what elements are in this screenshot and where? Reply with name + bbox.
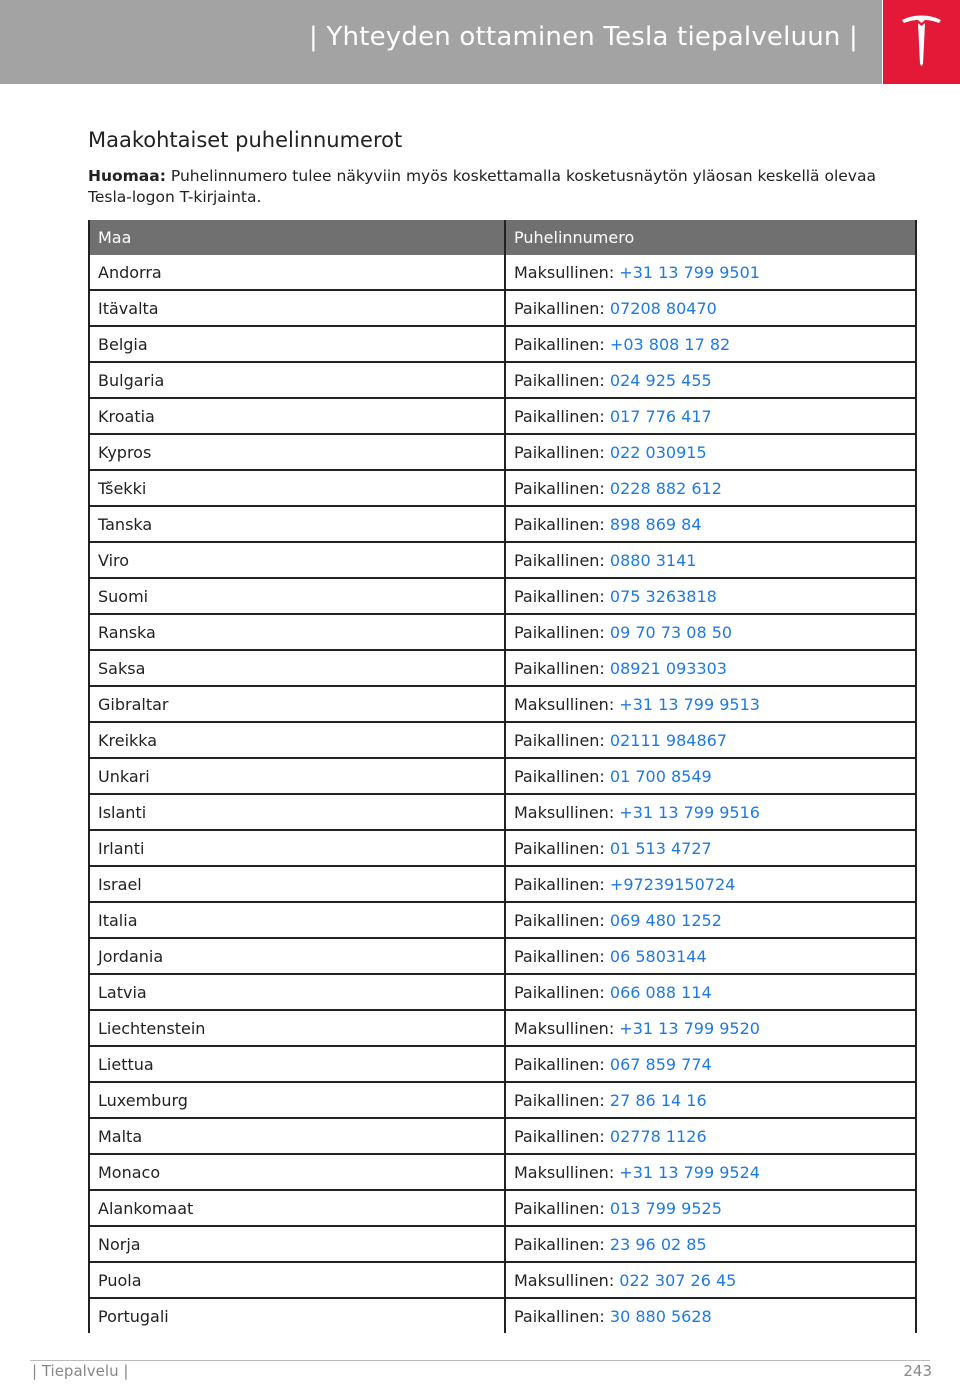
table-row bbox=[89, 255, 916, 290]
phone-cell bbox=[505, 1190, 916, 1226]
phone-number-link[interactable]: 01 513 4727 bbox=[609, 838, 712, 858]
phone-cell bbox=[505, 1010, 916, 1046]
phone-cell bbox=[505, 362, 916, 398]
table-row bbox=[89, 326, 916, 362]
phone-type-label: Maksullinen: bbox=[514, 1162, 615, 1182]
phone-number-link[interactable]: +31 13 799 9513 bbox=[619, 694, 760, 714]
phone-type-label: Paikallinen: bbox=[514, 946, 605, 966]
phone-number-link[interactable]: 067 859 774 bbox=[609, 1054, 712, 1074]
phone-type-label: Paikallinen: bbox=[514, 370, 605, 390]
country-cell: Belgia bbox=[89, 326, 505, 362]
footer-divider bbox=[30, 1360, 930, 1361]
country-cell: Suomi bbox=[89, 578, 505, 614]
phone-cell bbox=[505, 1082, 916, 1118]
table-row bbox=[89, 1226, 916, 1262]
phone-number-link[interactable]: 898 869 84 bbox=[609, 514, 702, 534]
phone-number-link[interactable]: 017 776 417 bbox=[609, 406, 712, 426]
phone-number-link[interactable]: +31 13 799 9516 bbox=[619, 802, 760, 822]
table-row bbox=[89, 434, 916, 470]
country-cell: Kypros bbox=[89, 434, 505, 470]
phone-cell bbox=[505, 686, 916, 722]
phone-cell bbox=[505, 1154, 916, 1190]
column-header-phone: Puhelinnumero bbox=[505, 220, 916, 255]
phone-type-label: Paikallinen: bbox=[514, 1126, 605, 1146]
phone-number-link[interactable]: 08921 093303 bbox=[609, 658, 727, 678]
phone-cell bbox=[505, 722, 916, 758]
phone-type-label: Paikallinen: bbox=[514, 766, 605, 786]
phone-type-label: Paikallinen: bbox=[514, 586, 605, 606]
country-cell: Latvia bbox=[89, 974, 505, 1010]
phone-cell bbox=[505, 542, 916, 578]
phone-number-link[interactable]: 09 70 73 08 50 bbox=[609, 622, 733, 642]
phone-number-link[interactable]: +31 13 799 9520 bbox=[619, 1018, 760, 1038]
phone-cell bbox=[505, 650, 916, 686]
country-cell: Andorra bbox=[89, 255, 505, 290]
phone-cell bbox=[505, 794, 916, 830]
country-cell: Tanska bbox=[89, 506, 505, 542]
country-cell: Tšekki bbox=[89, 470, 505, 506]
note-label: Huomaa: bbox=[88, 167, 166, 185]
note-paragraph bbox=[88, 166, 888, 208]
phone-type-label: Maksullinen: bbox=[514, 1270, 615, 1290]
phone-type-label: Paikallinen: bbox=[514, 622, 605, 642]
table-row bbox=[89, 1298, 916, 1333]
table-row bbox=[89, 758, 916, 794]
country-cell: Alankomaat bbox=[89, 1190, 505, 1226]
phone-type-label: Paikallinen: bbox=[514, 730, 605, 750]
phone-type-label: Paikallinen: bbox=[514, 874, 605, 894]
phone-cell bbox=[505, 470, 916, 506]
country-cell: Bulgaria bbox=[89, 362, 505, 398]
phone-number-link[interactable]: 23 96 02 85 bbox=[609, 1234, 707, 1254]
table-row bbox=[89, 1010, 916, 1046]
note-text: Puhelinnumero tulee näkyviin myös koskettamalla kosketusnäytön yläosan keskellä olevaa Tesla-logon T-kirjainta. bbox=[88, 167, 876, 206]
phone-cell bbox=[505, 1298, 916, 1333]
phone-number-link[interactable]: +31 13 799 9524 bbox=[619, 1162, 760, 1182]
table-row bbox=[89, 1046, 916, 1082]
footer-section: | Tiepalvelu | bbox=[32, 1362, 129, 1380]
country-cell: Saksa bbox=[89, 650, 505, 686]
phone-cell bbox=[505, 506, 916, 542]
country-cell: Ranska bbox=[89, 614, 505, 650]
country-cell: Puola bbox=[89, 1262, 505, 1298]
phone-number-link[interactable]: 075 3263818 bbox=[609, 586, 717, 606]
table-row bbox=[89, 686, 916, 722]
country-cell: Norja bbox=[89, 1226, 505, 1262]
phone-number-link[interactable]: 30 880 5628 bbox=[609, 1306, 712, 1326]
table-row bbox=[89, 938, 916, 974]
table-row bbox=[89, 506, 916, 542]
phone-cell bbox=[505, 1118, 916, 1154]
phone-type-label: Paikallinen: bbox=[514, 514, 605, 534]
table-row bbox=[89, 650, 916, 686]
phone-type-label: Paikallinen: bbox=[514, 1306, 605, 1326]
phone-number-link[interactable]: 0228 882 612 bbox=[609, 478, 722, 498]
phone-cell bbox=[505, 434, 916, 470]
table-row bbox=[89, 398, 916, 434]
phone-cell bbox=[505, 578, 916, 614]
phone-number-table bbox=[88, 220, 917, 1333]
phone-type-label: Paikallinen: bbox=[514, 334, 605, 354]
column-header-country: Maa bbox=[89, 220, 505, 255]
phone-type-label: Paikallinen: bbox=[514, 406, 605, 426]
phone-number-link[interactable]: 0880 3141 bbox=[609, 550, 697, 570]
table-row bbox=[89, 830, 916, 866]
phone-number-link[interactable]: 066 088 114 bbox=[609, 982, 712, 1002]
table-row bbox=[89, 470, 916, 506]
country-cell: Luxemburg bbox=[89, 1082, 505, 1118]
phone-type-label: Paikallinen: bbox=[514, 550, 605, 570]
phone-cell bbox=[505, 758, 916, 794]
phone-type-label: Paikallinen: bbox=[514, 442, 605, 462]
phone-cell bbox=[505, 938, 916, 974]
table-row bbox=[89, 1118, 916, 1154]
country-cell: Malta bbox=[89, 1118, 505, 1154]
section-title: Maakohtaiset puhelinnumerot bbox=[88, 128, 403, 152]
phone-cell bbox=[505, 866, 916, 902]
country-cell: Irlanti bbox=[89, 830, 505, 866]
table-row bbox=[89, 542, 916, 578]
phone-cell bbox=[505, 830, 916, 866]
phone-number-link[interactable]: 01 700 8549 bbox=[609, 766, 712, 786]
country-cell: Kroatia bbox=[89, 398, 505, 434]
table-body bbox=[89, 255, 916, 1333]
table-row bbox=[89, 902, 916, 938]
table-row bbox=[89, 974, 916, 1010]
country-cell: Itävalta bbox=[89, 290, 505, 326]
phone-number-link[interactable]: +03 808 17 82 bbox=[609, 334, 731, 354]
phone-number-link[interactable]: +97239150724 bbox=[609, 874, 736, 894]
phone-type-label: Paikallinen: bbox=[514, 1198, 605, 1218]
table-row bbox=[89, 866, 916, 902]
country-cell: Liechtenstein bbox=[89, 1010, 505, 1046]
phone-type-label: Maksullinen: bbox=[514, 802, 615, 822]
phone-number-link[interactable]: 022 307 26 45 bbox=[619, 1270, 737, 1290]
phone-type-label: Paikallinen: bbox=[514, 838, 605, 858]
phone-number-link[interactable]: 069 480 1252 bbox=[609, 910, 722, 930]
page-header bbox=[0, 0, 882, 84]
phone-number-link[interactable]: 024 925 455 bbox=[609, 370, 712, 390]
phone-type-label: Paikallinen: bbox=[514, 658, 605, 678]
country-cell: Italia bbox=[89, 902, 505, 938]
country-cell: Portugali bbox=[89, 1298, 505, 1333]
country-cell: Monaco bbox=[89, 1154, 505, 1190]
phone-type-label: Maksullinen: bbox=[514, 262, 615, 282]
table-row bbox=[89, 1262, 916, 1298]
table-header-row bbox=[89, 220, 916, 255]
country-cell: Gibraltar bbox=[89, 686, 505, 722]
country-cell: Liettua bbox=[89, 1046, 505, 1082]
country-cell: Kreikka bbox=[89, 722, 505, 758]
phone-cell bbox=[505, 974, 916, 1010]
phone-cell bbox=[505, 290, 916, 326]
phone-number-link[interactable]: 02778 1126 bbox=[609, 1126, 707, 1146]
phone-type-label: Paikallinen: bbox=[514, 1234, 605, 1254]
table-row bbox=[89, 722, 916, 758]
table-row bbox=[89, 794, 916, 830]
phone-number-link[interactable]: 06 5803144 bbox=[609, 946, 707, 966]
page-number: 243 bbox=[903, 1362, 932, 1380]
phone-type-label: Maksullinen: bbox=[514, 1018, 615, 1038]
phone-type-label: Paikallinen: bbox=[514, 298, 605, 318]
country-cell: Viro bbox=[89, 542, 505, 578]
phone-number-link[interactable]: +31 13 799 9501 bbox=[619, 262, 760, 282]
country-cell: Unkari bbox=[89, 758, 505, 794]
country-cell: Jordania bbox=[89, 938, 505, 974]
phone-type-label: Paikallinen: bbox=[514, 910, 605, 930]
table-row bbox=[89, 1082, 916, 1118]
phone-cell bbox=[505, 614, 916, 650]
phone-number-link[interactable]: 07208 80470 bbox=[609, 298, 717, 318]
header-title: | Yhteyden ottaminen Tesla tiepalveluun | bbox=[309, 22, 858, 52]
phone-type-label: Paikallinen: bbox=[514, 982, 605, 1002]
brand-logo-box bbox=[883, 0, 960, 84]
table-row bbox=[89, 290, 916, 326]
country-cell: Israel bbox=[89, 866, 505, 902]
phone-number-link[interactable]: 022 030915 bbox=[609, 442, 707, 462]
phone-cell bbox=[505, 1226, 916, 1262]
phone-number-link[interactable]: 27 86 14 16 bbox=[609, 1090, 707, 1110]
table-row bbox=[89, 1154, 916, 1190]
table-row bbox=[89, 614, 916, 650]
phone-cell bbox=[505, 902, 916, 938]
phone-type-label: Paikallinen: bbox=[514, 1090, 605, 1110]
table-row bbox=[89, 1190, 916, 1226]
tesla-logo-icon bbox=[899, 14, 944, 68]
phone-number-link[interactable]: 013 799 9525 bbox=[609, 1198, 722, 1218]
country-cell: Islanti bbox=[89, 794, 505, 830]
phone-cell bbox=[505, 1046, 916, 1082]
phone-cell bbox=[505, 1262, 916, 1298]
phone-cell bbox=[505, 326, 916, 362]
phone-type-label: Maksullinen: bbox=[514, 694, 615, 714]
table-row bbox=[89, 362, 916, 398]
phone-number-link[interactable]: 02111 984867 bbox=[609, 730, 727, 750]
phone-type-label: Paikallinen: bbox=[514, 1054, 605, 1074]
phone-cell bbox=[505, 255, 916, 290]
phone-type-label: Paikallinen: bbox=[514, 478, 605, 498]
table-row bbox=[89, 578, 916, 614]
phone-cell bbox=[505, 398, 916, 434]
